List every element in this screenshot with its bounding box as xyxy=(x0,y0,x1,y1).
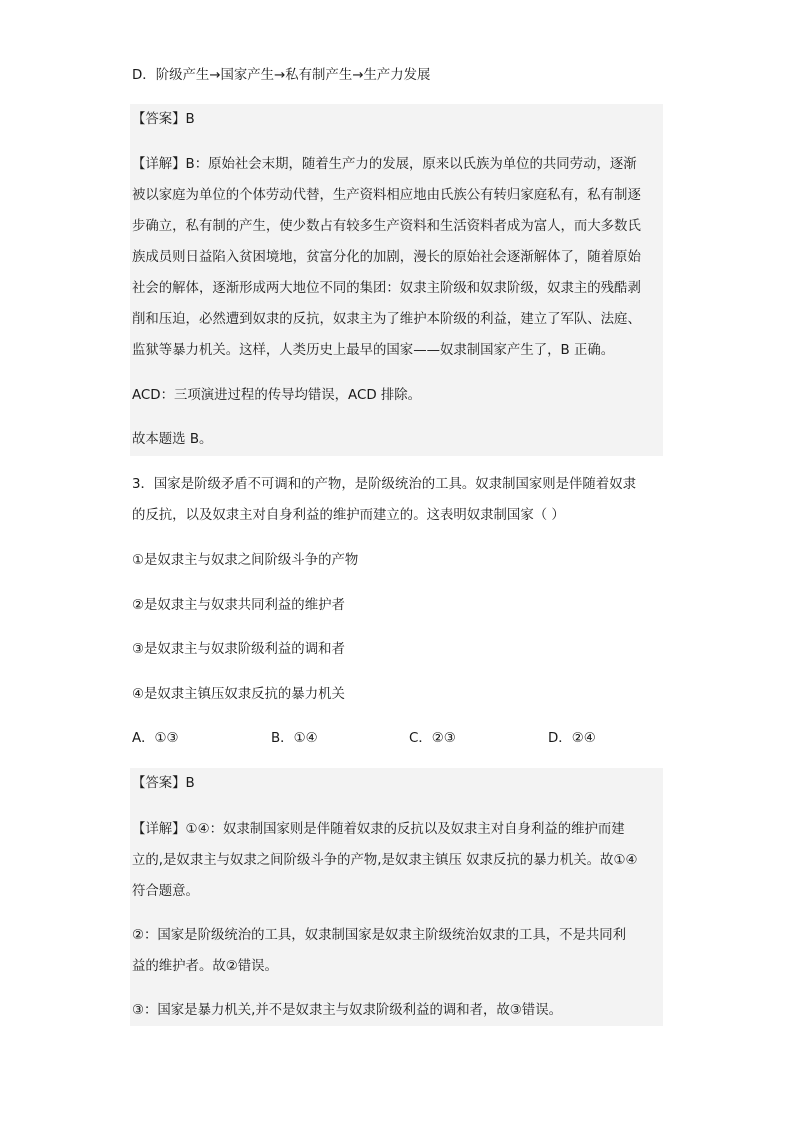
q3-detail-line: 符合题意。 xyxy=(132,884,199,899)
q2-detail-line: 族成员则日益陷入贫困境地，贫富分化的加剧，漫长的原始社会逐渐解体了，随着原始 xyxy=(132,250,641,265)
q3-detail-line: 【详解】①④：奴隶制国家则是伴随着奴隶的反抗以及奴隶主对自身利益的维护而建 xyxy=(132,822,625,837)
q3-answer: 【答案】B xyxy=(132,776,195,791)
q3-detail-line: 立的,是奴隶主与奴隶之间阶级斗争的产物,是奴隶主镇压 奴隶反抗的暴力机关。故①④ xyxy=(132,853,638,868)
q3-statement-4: ④是奴隶主镇压奴隶反抗的暴力机关 xyxy=(132,687,345,702)
q2-option-d: D．阶级产生→国家产生→私有制产生→生产力发展 xyxy=(132,68,431,83)
q2-detail-line: 【详解】B：原始社会末期，随着生产力的发展，原来以氏族为单位的共同劳动，逐渐 xyxy=(132,157,637,172)
q3-stem-line: 3．国家是阶级矛盾不可调和的产物，是阶级统治的工具。奴隶制国家则是伴随着奴隶 xyxy=(132,477,636,492)
q3-option-d: D．②④ xyxy=(548,731,596,746)
q2-conclusion: 故本题选 B。 xyxy=(132,432,213,447)
q3-answer-block xyxy=(130,768,663,1026)
q3-statement-2: ②是奴隶主与奴隶共同利益的维护者 xyxy=(132,598,345,613)
q2-acd-note: ACD：三项演进过程的传导均错误，ACD 排除。 xyxy=(132,388,422,403)
q3-stem-line: 的反抗，以及奴隶主对自身利益的维护而建立的。这表明奴隶制国家（ ） xyxy=(132,508,565,523)
q2-detail-line: 社会的解体，逐渐形成两大地位不同的集团：奴隶主阶级和奴隶阶级，奴隶主的残酷剥 xyxy=(132,281,641,296)
q3-option-a: A．①③ xyxy=(132,731,179,746)
q3-note-2-line: ②：国家是阶级统治的工具，奴隶制国家是奴隶主阶级统治奴隶的工具，不是共同利 xyxy=(132,928,627,943)
q3-option-b: B．①④ xyxy=(271,731,318,746)
q3-option-c: C．②③ xyxy=(409,731,456,746)
q3-note-2-line: 益的维护者。故②错误。 xyxy=(132,959,278,974)
q3-statement-3: ③是奴隶主与奴隶阶级利益的调和者 xyxy=(132,642,345,657)
q2-detail-line: 监狱等暴力机关。这样，人类历史上最早的国家——奴隶制国家产生了，B 正确。 xyxy=(132,343,615,358)
q2-detail-line: 削和压迫，必然遭到奴隶的反抗，奴隶主为了维护本阶级的利益，建立了军队、法庭、 xyxy=(132,312,641,327)
q2-answer: 【答案】B xyxy=(132,112,195,127)
q2-detail-line: 被以家庭为单位的个体劳动代替，生产资料相应地由氏族公有转归家庭私有，私有制逐 xyxy=(132,188,641,203)
q3-note-3: ③：国家是暴力机关,并不是奴隶主与奴隶阶级利益的调和者，故③错误。 xyxy=(132,1003,562,1018)
q2-detail-line: 步确立，私有制的产生，使少数占有较多生产资料和生活资料者成为富人，而大多数氏 xyxy=(132,219,641,234)
q3-statement-1: ①是奴隶主与奴隶之间阶级斗争的产物 xyxy=(132,553,359,568)
